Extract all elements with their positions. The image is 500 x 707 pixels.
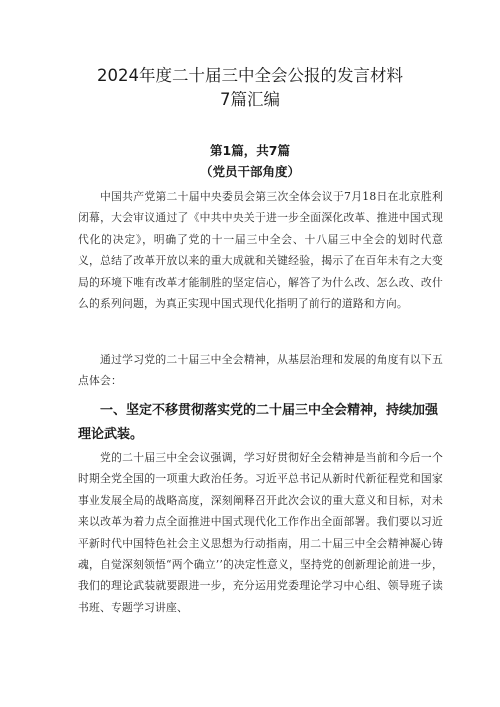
paragraph-summary: 通过学习党的二十届三中全会精神，从基层治理和发展的角度有以下五点体会： [78,353,443,388]
document-title-line-1: 2024年度二十届三中全会公报的发言材料 [97,66,403,85]
document-title-line-2: 7篇汇编 [220,90,280,109]
document-title [40,64,460,112]
paragraph-section-1: 党的二十届三中全会议强调，学习好贯彻好全会精神是当前和今后一个时期全党全国的一项重大政治任务。习近平总书记从新时代新征程党和国家事业发展全局的战略高度，深刻阐释召开此次会议的重大意义和目标，对未来以改革为着力点全面推进中国式现代化工作作出全面部署。我们要以习近平新时代中国特色社会主义思想为行动指南，用二十届三中全会精神凝心铸魂，自觉深刻领悟“两个确立’’的决定性意义，坚持党的创新理论前进一步，我们的理论武装就要跟进一步，充分运用党委理论学习中心组、领导班子读书班、专题学习讲座、 [78,451,443,614]
perspective-subtitle: （党员干部角度） [199,164,300,179]
section-label: 第1篇，共7篇 [210,143,290,158]
paragraph-intro: 中国共产党第二十届中央委员会第三次全体会议于7月18日在北京胜利闭幕，大会审议通过了《中共中央关于进一步全面深化改革、推进中国式现代化的决定》，明确了党的十一届三中全会、十八届三中全会的划时代意义，总结了改革开放以来的重大成就和关键经验，揭示了在百年未有之大变局的环境下唯有改革才能制胜的坚定信心，解答了为什么改、怎么改、改什么的系列问题，为真正实现中国式现代化指明了前行的道路和方向。 [78,190,443,311]
section-heading-1: 一、坚定不移贯彻落实党的二十届三中全会精神，持续加强理论武装。 [78,403,439,442]
